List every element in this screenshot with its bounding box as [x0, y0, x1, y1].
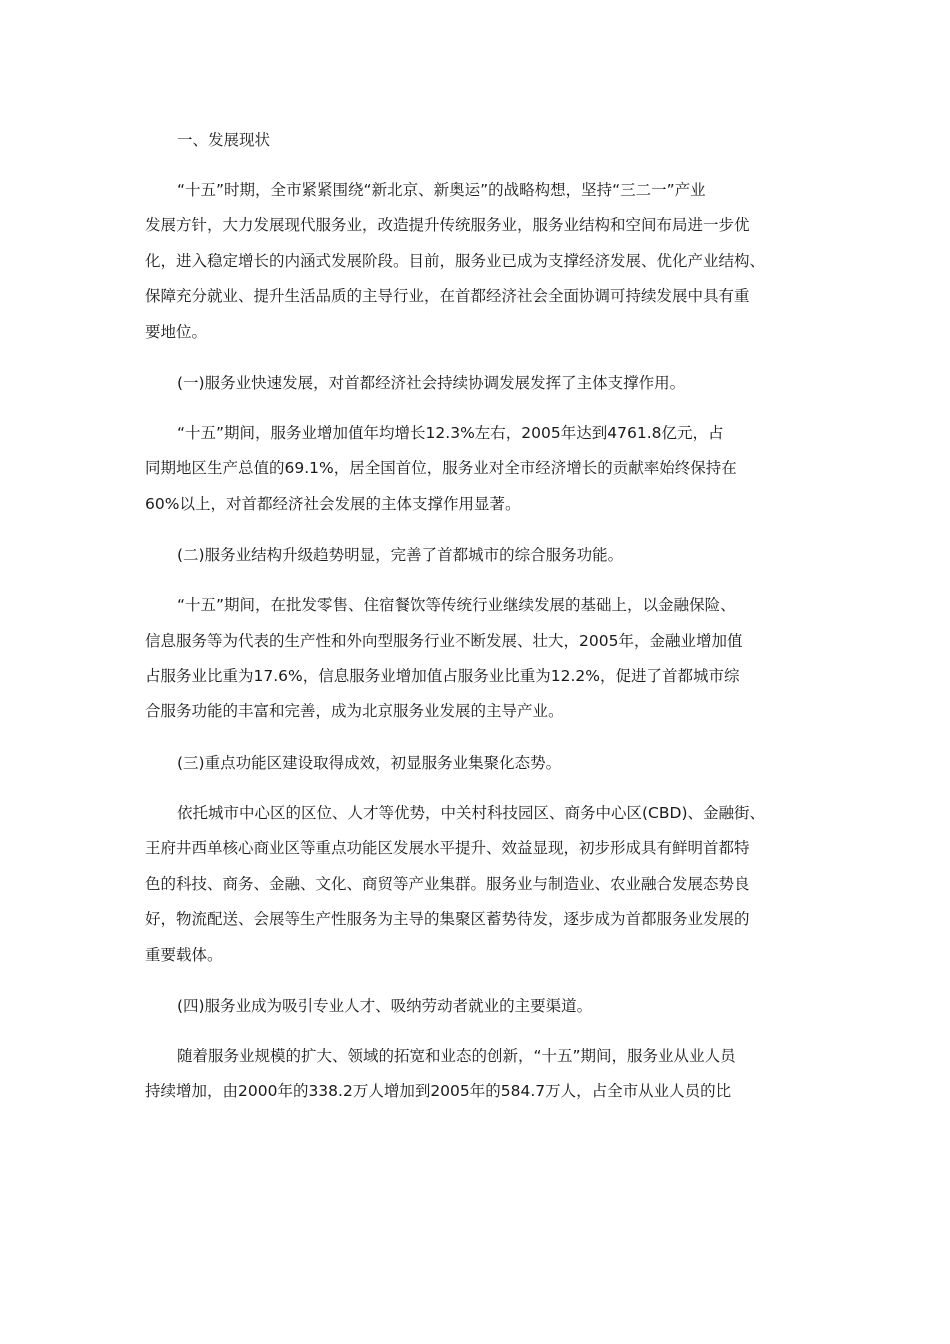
- paragraph-line: 化，进入稳定增长的内涵式发展阶段。目前，服务业已成为支撑经济发展、优化产业结构、: [145, 251, 766, 270]
- paragraph-line: 持续增加，由2000年的338.2万人增加到2005年的584.7万人，占全市从业人员的比: [145, 1082, 732, 1101]
- subsection-2-paragraph: [145, 588, 809, 730]
- paragraph-line: 60%以上，对首都经济社会发展的主体支撑作用显著。: [145, 494, 521, 513]
- subsection-title-4: (四)服务业成为吸引专业人才、吸纳劳动者就业的主要渠道。: [177, 996, 593, 1015]
- paragraph-line: 占服务业比重为17.6%，信息服务业增加值占服务业比重为12.2%，促进了首都城市综: [145, 667, 740, 686]
- paragraph-line: 依托城市中心区的区位、人才等优势，中关村科技园区、商务中心区(CBD)、金融街、: [177, 803, 765, 822]
- paragraph-line: 随着服务业规模的扩大、领域的拓宽和业态的创新，“十五”期间，服务业从业人员: [177, 1046, 736, 1065]
- paragraph-line: “十五”时期，全市紧紧围绕“新北京、新奥运”的战略构想，坚持“三二一”产业: [177, 181, 706, 199]
- section-title: 一、发展现状: [177, 131, 271, 149]
- intro-paragraph: [145, 173, 809, 350]
- subsection-title-1: (一)服务业快速发展，对首都经济社会持续协调发展发挥了主体支撑作用。: [177, 374, 686, 393]
- paragraph-line: 信息服务等为代表的生产性和外向型服务行业不断发展、壮大，2005年，金融业增加值: [145, 631, 743, 650]
- paragraph-line: 好，物流配送、会展等生产性服务为主导的集聚区蓄势待发，逐步成为首都服务业发展的: [145, 910, 750, 929]
- paragraph-line: 重要载体。: [145, 945, 223, 964]
- paragraph-line: “十五”期间，服务业增加值年均增长12.3%左右，2005年达到4761.8亿元，占: [177, 424, 724, 443]
- document-body: [145, 123, 809, 1126]
- paragraph-line: 王府井西单核心商业区等重点功能区发展水平提升、效益显现，初步形成具有鲜明首都特: [145, 839, 750, 858]
- paragraph-line: 保障充分就业、提升生活品质的主导行业，在首都经济社会全面协调可持续发展中具有重: [145, 287, 750, 306]
- paragraph-line: 同期地区生产总值的69.1%，居全国首位，服务业对全市经济增长的贡献率始终保持在: [145, 459, 737, 478]
- paragraph-line: 要地位。: [145, 322, 208, 341]
- subsection-3-paragraph: [145, 796, 809, 973]
- subsection-1-paragraph: [145, 416, 809, 522]
- paragraph-line: 色的科技、商务、金融、文化、商贸等产业集群。服务业与制造业、农业融合发展态势良: [145, 874, 750, 893]
- subsection-title-2: (二)服务业结构升级趋势明显，完善了首都城市的综合服务功能。: [177, 546, 624, 565]
- subsection-title-3: (三)重点功能区建设取得成效，初显服务业集聚化态势。: [177, 753, 562, 772]
- paragraph-line: 发展方针，大力发展现代服务业，改造提升传统服务业，服务业结构和空间布局进一步优: [145, 216, 750, 235]
- paragraph-line: “十五”期间，在批发零售、住宿餐饮等传统行业继续发展的基础上，以金融保险、: [177, 596, 736, 615]
- paragraph-line: 合服务功能的丰富和完善，成为北京服务业发展的主导产业。: [145, 702, 564, 721]
- subsection-4-paragraph: [145, 1039, 809, 1110]
